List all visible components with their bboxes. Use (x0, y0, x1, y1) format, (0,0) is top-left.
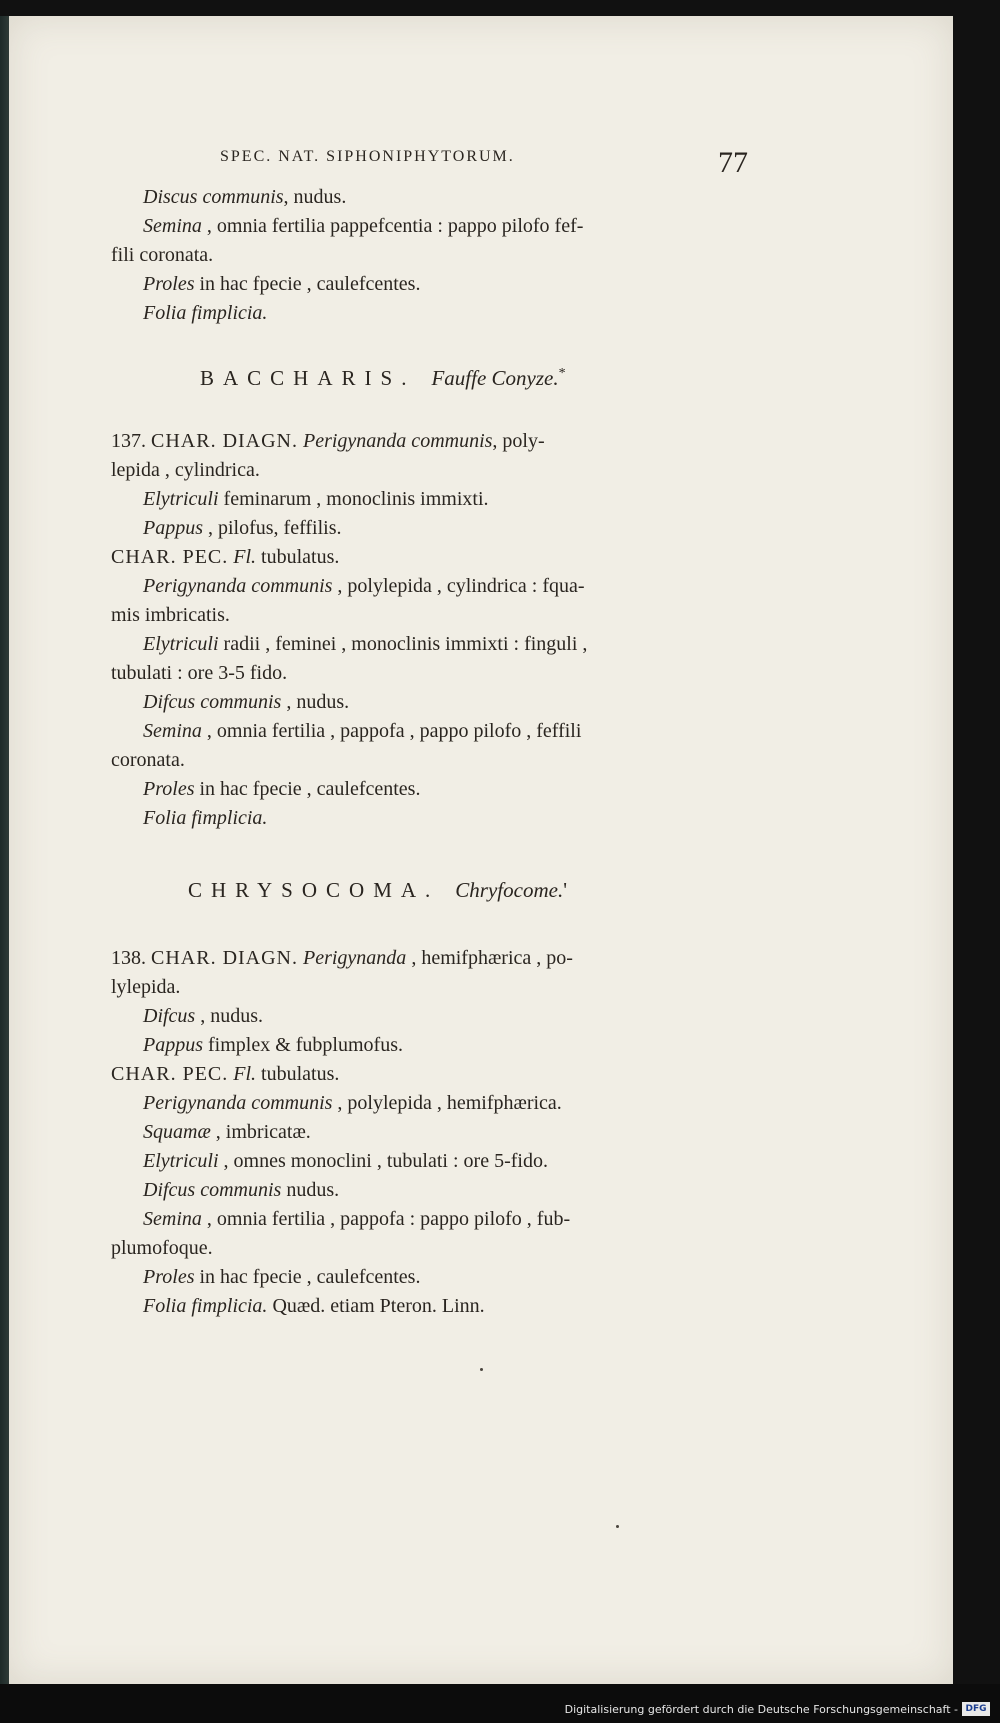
genus-heading-baccharis: BACCHARIS. Fauffe Conyze.* (200, 366, 566, 390)
text-line: Semina , omnia fertilia , pappofa , pappo pilofo , feffili (143, 720, 582, 742)
text-line: Pappus fimplex & fubplumofus. (143, 1034, 403, 1056)
text-line: lepida , cylindrica. (111, 459, 260, 481)
text-line: Perigynanda communis , polylepida , cylindrica : fqua- (143, 575, 585, 597)
species-number: 137. (111, 430, 146, 452)
text-line: Semina , omnia fertilia pappefcentia : pappo pilofo fef- (143, 215, 584, 237)
text-line: mis imbricatis. (111, 604, 230, 626)
text-line: tubulati : ore 3-5 fido. (111, 662, 288, 684)
text-line: Perigynanda communis , polylepida , hemifphærica. (143, 1092, 562, 1114)
text-line: Discus communis, nudus. (143, 186, 347, 208)
text-line: Difcus communis , nudus. (143, 691, 350, 713)
text-line: Folia fimplicia. Quæd. etiam Pteron. Linn. (143, 1295, 485, 1317)
text-line: Elytriculi radii , feminei , monoclinis immixti : finguli , (143, 633, 588, 655)
text-line: Folia fimplicia. (143, 302, 268, 324)
text-line: Difcus communis nudus. (143, 1179, 340, 1201)
ink-speck (480, 1368, 483, 1371)
genus-heading-chrysocoma: CHRYSOCOMA. Chryfocome.' (188, 878, 567, 902)
text-line: Squamæ , imbricatæ. (143, 1121, 311, 1143)
running-title: SPEC. NAT. SIPHONIPHYTORUM. (220, 148, 515, 165)
digitization-credit: Digitalisierung gefördert durch die Deutsche Forschungsgemeinschaft - (564, 1703, 958, 1716)
dfg-logo: DFG (962, 1702, 990, 1716)
text-line: Proles in hac fpecie , caulefcentes. (143, 778, 421, 800)
text-line: Pappus , pilofus, feffilis. (143, 517, 342, 539)
ink-speck (616, 1525, 619, 1528)
char-pec-line: CHAR. PEC. Fl. tubulatus. (111, 1063, 340, 1085)
species-number: 138. (111, 947, 146, 969)
page-number: 77 (718, 146, 748, 179)
text-line: Elytriculi feminarum , monoclinis immixti. (143, 488, 489, 510)
text-line: fili coronata. (111, 244, 214, 266)
book-spine-edge (0, 16, 9, 1684)
text-line: coronata. (111, 749, 185, 771)
text-line: plumofoque. (111, 1237, 213, 1259)
text-line: lylepida. (111, 976, 181, 998)
text-line: Proles in hac fpecie , caulefcentes. (143, 273, 421, 295)
char-pec-line: CHAR. PEC. Fl. tubulatus. (111, 546, 340, 568)
text-line: Proles in hac fpecie , caulefcentes. (143, 1266, 421, 1288)
species-first-line: 138. CHAR. DIAGN. Perigynanda , hemifphærica , po- (111, 947, 573, 969)
text-line: Folia fimplicia. (143, 807, 268, 829)
text-line: Difcus , nudus. (143, 1005, 264, 1027)
text-line: Semina , omnia fertilia , pappofa : pappo pilofo , fub- (143, 1208, 571, 1230)
text-line: Elytriculi , omnes monoclini , tubulati : ore 5-fido. (143, 1150, 548, 1172)
species-first-line: 137. CHAR. DIAGN. Perigynanda communis, poly- (111, 430, 545, 452)
